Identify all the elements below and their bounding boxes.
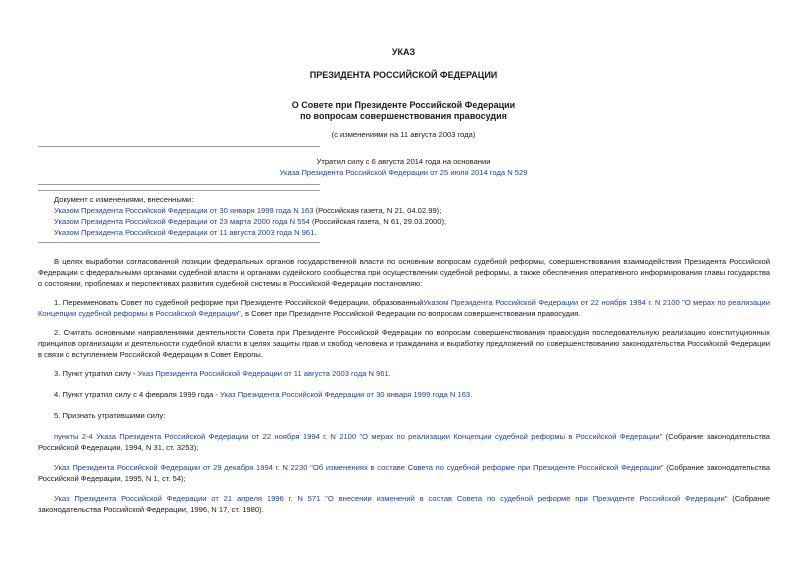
preamble-paragraph: В целях выработки согласованной позиции федеральных органов государственной власти по основным вопросам судебной реформы, совершенствования взаимодействия Президента Российской Федерации с федеральными органами судебной власти и органами судейского сообщества при осуществлении судебной реформы, а также обеспечения оперативного информирования главы государства о состоянии, проблемах и перспективах развития судебной системы в Российской Федерации постановляю: [38,257,770,288]
repeal-item-1-link[interactable]: пункты 2-4 Указа Президента Российской Федерации от 22 ноября 1994 г. N 2100 "О мерах по реализации Концепции судебной реформы в Российской Федерации" [54,432,663,441]
repeal-item-3-link[interactable]: Указ Президента Российской Федерации от 21 апреля 1996 г. N 571 "О внесении изменений в состав Совета по судебной реформе при Президенте Российской Федерации" [54,494,728,503]
doc-title-line1: О Совете при Президенте Российской Федерации [291,100,516,110]
paragraph-2: 2. Считать основными направлениями деятельности Совета при Президенте Российской Федерации по вопросам совершенствования правосудия последовательную реализацию конституционных принципов организации и деятельности судебной власти в целях защиты прав и свобод человека и гражданина и выработку предложений по совершенствованию законодательства Российской Федерации в связи с вступлением Российской Федерации в Совет Европы. [38,328,770,359]
paragraph-1-link[interactable]: Указом Президента Российской Федерации от 22 ноября 1994 г. N 2100 "О мерах по реализации Концепции судебной реформы в Российской Федерации" [38,298,771,318]
changes-item: Указом Президента Российской Федерации от 30 января 1999 года N 163 (Российская газета, N 21, 04.02.99); [54,206,442,215]
doc-title-line2: по вопросам совершенствования правосудия [300,111,507,121]
changes-item-link[interactable]: Указом Президента Российской Федерации от 30 января 1999 года N 163 [54,206,314,215]
decree-label: УКАЗ [391,47,416,57]
repeal-item-3: Указ Президента Российской Федерации от 21 апреля 1996 г. N 571 "О внесении изменений в состав Совета по судебной реформе при Президенте Российской Федерации" (Собрание законодательства Российской Федерации, 1996, N 17, ст. 1980). [38,494,770,514]
lost-force-note: Утратил силу с 6 августа 2014 года на основании [316,157,491,166]
edition-note: (с изменениями на 11 августа 2003 года) [331,130,476,139]
divider [38,242,320,243]
paragraph-3: 3. Пункт утратил силу - Указ Президента Российской Федерации от 11 августа 2003 года N 961. [54,369,391,378]
paragraph-4: 4. Пункт утратил силу с 4 февраля 1999 года - Указ Президента Российской Федерации от 30 января 1999 года N 163. [54,390,473,399]
repeal-item-1: пункты 2-4 Указа Президента Российской Федерации от 22 ноября 1994 г. N 2100 "О мерах по реализации Концепции судебной реформы в Российской Федерации" (Собрание законодательства Российской Федерации, 1994, N 31, ст. 3253); [38,432,770,452]
repeal-item-2: Указ Президента Российской Федерации от 29 декабря 1994 г. N 2230 "Об изменениях в составе Совета по судебной реформе при Президенте Российской Федерации" (Собрание законодательства Российской Федерации, 1995, N 1, ст. 54); [38,463,771,483]
divider [38,184,320,185]
paragraph-5: 5. Признать утратившими силу: [54,411,166,420]
repeal-item-2-link[interactable]: Указ Президента Российской Федерации от 29 декабря 1994 г. N 2230 "Об изменениях в составе Совета по судебной реформе при Президенте Российской Федерации" [54,463,664,472]
lost-force-link[interactable]: Указа Президента Российской Федерации от 25 июля 2014 года N 529 [279,168,528,177]
divider [38,190,320,191]
changes-item-link[interactable]: Указом Президента Российской Федерации от 11 августа 2003 года N 961 [54,228,315,237]
divider [38,146,320,147]
paragraph-3-link[interactable]: Указ Президента Российской Федерации от 11 августа 2003 года N 961 [137,369,389,378]
president-label: ПРЕЗИДЕНТА РОССИЙСКОЙ ФЕДЕРАЦИИ [309,70,498,80]
changes-item: Указом Президента Российской Федерации от 23 марта 2000 года N 554 (Российская газета, N 61, 29.03.2000); [54,217,447,226]
changes-item-link[interactable]: Указом Президента Российской Федерации от 23 марта 2000 года N 554 [54,217,310,226]
paragraph-1: 1. Переименовать Совет по судебной реформе при Президенте Российской Федерации, образованныйУказом Президента Российской Федерации от 22 ноября 1994 г. N 2100 "О мерах по реализации Концепции судебной реформы в Российской Федерации", в Совет при Президенте Российской Федерации по вопросам совершенствования правосудия. [38,298,771,318]
paragraph-4-link[interactable]: Указ Президента Российской Федерации от 30 января 1999 года N 163 [220,390,471,399]
changes-item: Указом Президента Российской Федерации от 11 августа 2003 года N 961. [54,228,317,237]
changes-intro: Документ с изменениями, внесенными: [54,195,194,204]
